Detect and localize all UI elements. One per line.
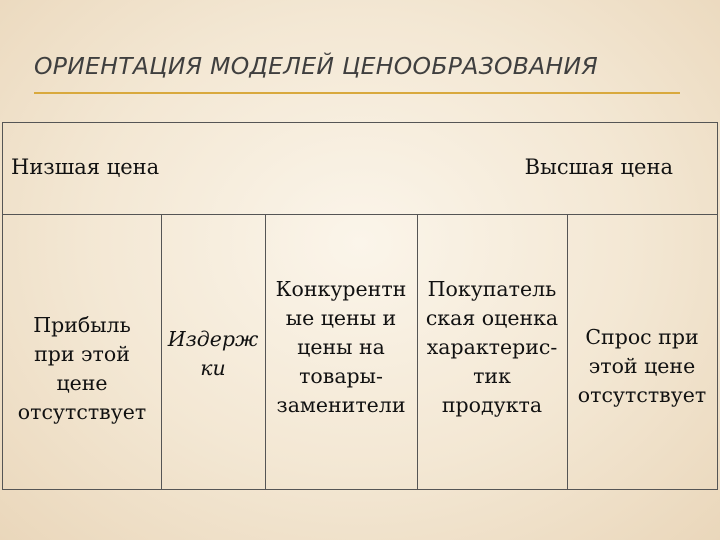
competitor-prices-column-cell [265,275,417,420]
slide-title: ОРИЕНТАЦИЯ МОДЕЛЕЙ ЦЕНООБРАЗОВАНИЯ [34,52,599,80]
cell-text-line: заменители [276,393,406,417]
cell-text-line: Покупатель [427,277,557,301]
cell-text-line: характерис- [426,335,558,359]
highest-price-label: Высшая цена [524,155,673,179]
customer-valuation-column-cell [417,275,567,420]
pricing-orientation-table [2,122,718,490]
cell-text-line: отсутствует [17,400,147,424]
cell-text-line: Издерж [167,327,259,351]
price-scale-header [3,123,717,215]
profit-column-cell [3,311,161,427]
cell-text-line: тик [473,364,511,388]
cell-text-line: продукта [441,393,543,417]
costs-column-cell [161,325,265,383]
lowest-price-label: Низшая цена [11,155,160,179]
demand-column-cell [567,323,717,410]
cell-text-line: цене [56,371,108,395]
cell-text-line: этой цене [588,354,696,378]
cell-text-line: ые цены и [285,306,397,330]
cell-text-line: товары- [299,364,383,388]
title-underline [34,92,680,94]
cell-text-line: Прибыль [33,313,131,337]
cell-text-line: ская оценка [425,306,559,330]
cell-text-line: цены на [297,335,385,359]
cell-text-line: ки [200,356,226,380]
cell-text-line: Конкурентн [275,277,407,301]
cell-text-line: при этой [34,342,130,366]
cell-text-line: отсутствует [577,383,707,407]
cell-text-line: Спрос при [585,325,699,349]
